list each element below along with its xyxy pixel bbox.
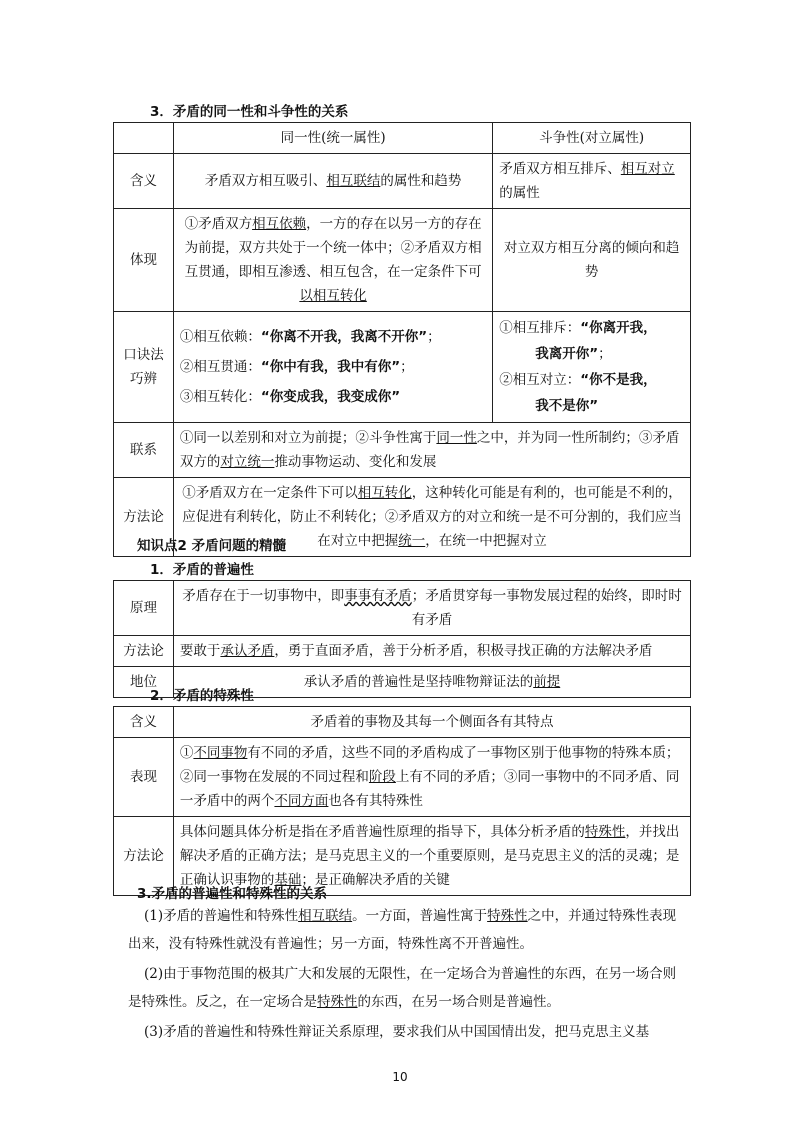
row-label-methodology: 方法论 xyxy=(114,478,174,557)
row-label-method: 方法论 xyxy=(114,636,174,667)
header-struggle: 斗争性(对立属性) xyxy=(493,123,691,154)
row-label-meaning-2: 含义 xyxy=(114,707,174,738)
table-row xyxy=(114,707,691,738)
struggle-mnemonic: ①相互排斥：“你离开我， 我离开你”； ②相互对立：“你不是我， 我不是你” xyxy=(493,312,691,423)
method-text: 要敢于承认矛盾，勇于直面矛盾，善于分析矛盾，积极寻找正确的方法解决矛盾 xyxy=(173,636,690,667)
principle-text: 矛盾存在于一切事物中，即事事有矛盾；矛盾贯穿每一事物发展过程的始终，即时时有矛盾 xyxy=(173,581,690,636)
particularity-table xyxy=(113,706,691,896)
table-row xyxy=(114,154,691,209)
methodology-text-2: 具体问题具体分析是指在矛盾普遍性原理的指导下，具体分析矛盾的特殊性，并找出解决矛盾的正确方法；是马克思主义的一个重要原则，是马克思主义的活的灵魂；是正确认识事物的基础；是正确解决矛盾的关键 xyxy=(173,817,690,896)
table-row xyxy=(114,581,691,636)
table-row xyxy=(114,423,691,478)
table-row xyxy=(114,312,691,423)
connection-text: ①同一以差别和对立为前提；②斗争性寓于同一性之中，并为同一性所制约；③矛盾双方的对立统一推动事物运动、变化和发展 xyxy=(173,423,690,478)
row-label-expression: 表现 xyxy=(114,738,174,817)
paragraph-1: (1)矛盾的普遍性和特殊性相互联结。一方面，普遍性寓于特殊性之中，并通过特殊性表现出来，没有特殊性就没有普遍性；另一方面，特殊性离不开普遍性。 xyxy=(128,908,677,952)
row-label-methodology-2: 方法论 xyxy=(114,817,174,896)
row-label-mnemonic: 口诀法 巧辨 xyxy=(114,312,174,423)
row-label-connection: 联系 xyxy=(114,423,174,478)
status-text: 承认矛盾的普遍性是坚持唯物辩证法的前提 xyxy=(173,667,690,698)
methodology-text: ①矛盾双方在一定条件下可以相互转化，这种转化可能是有利的，也可能是不利的，应促进有利转化，防止不利转化；②矛盾双方的对立和统一是不可分割的，我们应当在对立中把握统一，在统一中把握对立 xyxy=(173,478,690,557)
knowledge-point-2: 知识点2 矛盾问题的精髓 xyxy=(137,538,287,554)
identity-meaning: 矛盾双方相互吸引、相互联结的属性和趋势 xyxy=(173,154,492,209)
struggle-manifest: 对立双方相互分离的倾向和趋势 xyxy=(493,209,691,312)
table-row xyxy=(114,209,691,312)
paragraph-2: (2)由于事物范围的极其广大和发展的无限性，在一定场合为普遍性的东西，在另一场合则是特殊性。反之，在一定场合是特殊性的东西，在另一场合则是普遍性。 xyxy=(128,966,677,1010)
struggle-meaning: 矛盾双方相互排斥、相互对立的属性 xyxy=(493,154,691,209)
expression-text: ①不同事物有不同的矛盾，这些不同的矛盾构成了一事物区别于他事物的特殊本质；②同一事物在发展的不同过程和阶段上有不同的矛盾；③同一事物中的不同矛盾、同一矛盾中的两个不同方面也各有其特殊性 xyxy=(173,738,690,817)
table-row xyxy=(114,738,691,817)
row-label-status: 地位 xyxy=(114,667,174,698)
identity-mnemonic: ①相互依赖：“你离不开我，我离不开你”； ②相互贯通：“你中有我，我中有你”； ③相互转化：“你变成我，我变成你” xyxy=(173,312,492,423)
row-label-principle: 原理 xyxy=(114,581,174,636)
section-title-identity-struggle: 3．矛盾的同一性和斗争性的关系 xyxy=(150,104,349,120)
meaning-text: 矛盾着的事物及其每一个侧面各有其特点 xyxy=(173,707,690,738)
section-title-universality: 1．矛盾的普遍性 xyxy=(150,562,254,578)
section-title-relation: 3.矛盾的普遍性和特殊性的关系 xyxy=(137,886,328,902)
paragraph-3: (3)矛盾的普遍性和特殊性辩证关系原理，要求我们从中国国情出发，把马克思主义基 xyxy=(144,1024,650,1040)
table-row xyxy=(114,636,691,667)
identity-struggle-table xyxy=(113,122,691,557)
universality-table xyxy=(113,580,691,698)
row-label-manifest: 体现 xyxy=(114,209,174,312)
section-title-particularity: 2．矛盾的特殊性 xyxy=(150,688,254,704)
identity-manifest: ①矛盾双方相互依赖，一方的存在以另一方的存在为前提，双方共处于一个统一体中；②矛盾双方相互贯通，即相互渗透、相互包含，在一定条件下可以相互转化 xyxy=(173,209,492,312)
page-number: 10 xyxy=(392,1070,408,1084)
row-label-meaning: 含义 xyxy=(114,154,174,209)
header-identity: 同一性(统一属性) xyxy=(173,123,492,154)
